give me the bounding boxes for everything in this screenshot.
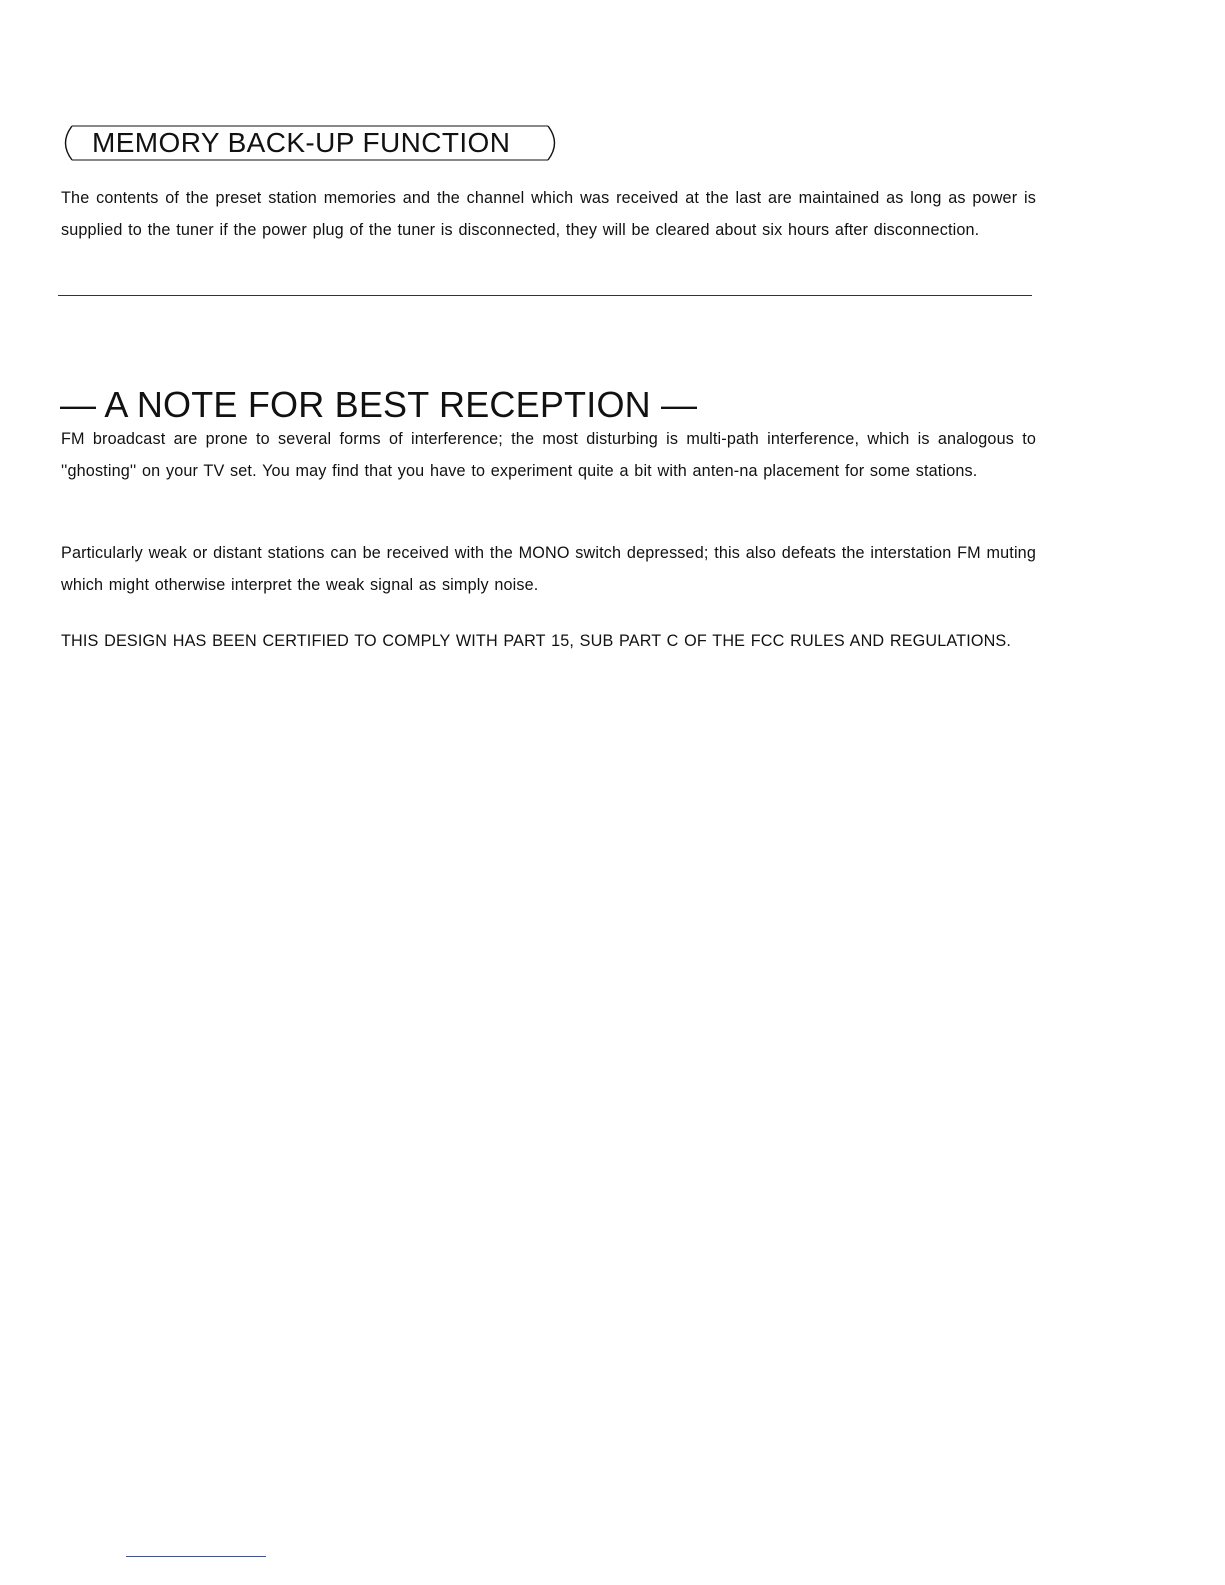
memory-backup-heading xyxy=(58,124,560,162)
memory-backup-paragraph: The contents of the preset station memories and the channel which was received at the last are maintained as long as power is supplied to the tuner if the power plug of the tuner is disconnected, they will be cleared about six hours after disconnection. xyxy=(61,189,1036,239)
memory-backup-heading-text: MEMORY BACK-UP FUNCTION xyxy=(92,127,511,158)
bottom-scan-line xyxy=(126,1556,266,1557)
reception-paragraph-interference: FM broadcast are prone to several forms of interference; the most disturbing is multi-path interference, which is analogous to ''ghosting'' on your TV set. You may find that you have to experiment quite a bit with anten-na placement for some stations. xyxy=(61,430,1036,480)
fcc-compliance-paragraph: THIS DESIGN HAS BEEN CERTIFIED TO COMPLY WITH PART 15, SUB PART C OF THE FCC RULES AND REGULATIONS. xyxy=(61,632,1012,650)
best-reception-heading: — A NOTE FOR BEST RECEPTION — xyxy=(60,384,698,425)
section-divider xyxy=(58,295,1032,296)
reception-paragraph-mono: Particularly weak or distant stations can be received with the MONO switch depressed; this also defeats the interstation FM muting which might otherwise interpret the weak signal as simply noise. xyxy=(61,544,1036,594)
